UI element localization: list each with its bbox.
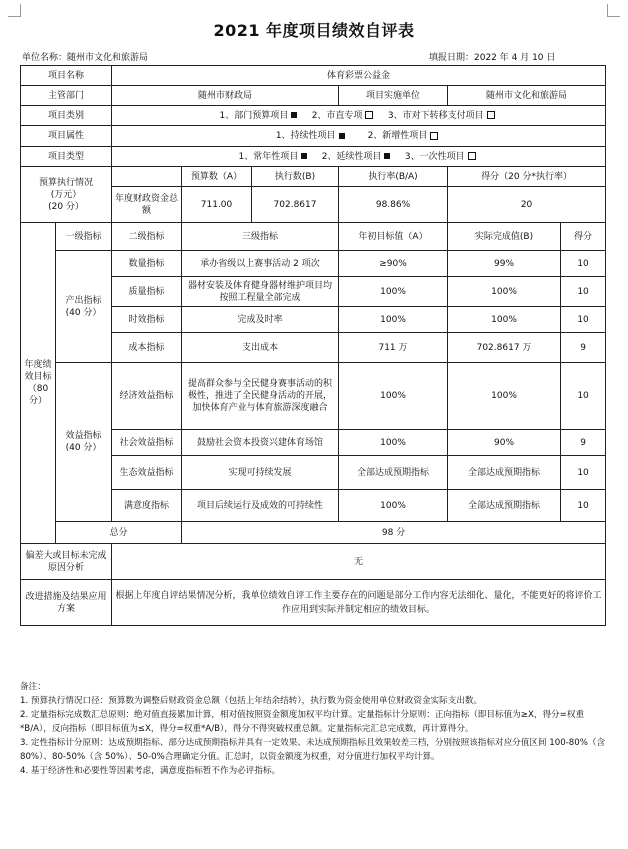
indicator-l2: 时效指标 [112,307,182,333]
output-label: 产出指标 [65,295,102,306]
indicator-target: 全部达成预期指标 [339,456,448,490]
indicator-actual: 90% [448,430,561,456]
indicator-score: 10 [561,277,606,307]
indicator-l3: 实现可持续发展 [182,456,339,490]
unchecked-box-icon [468,152,476,160]
category-option-3: 3、市对下转移支付项目 [387,110,484,121]
indicator-target: 100% [339,430,448,456]
indicator-target: ≥90% [339,251,448,277]
unchecked-box-icon [430,132,438,140]
type-option-3: 3、一次性项目 [404,151,465,162]
h-level2: 二级指标 [112,223,182,251]
col-budget-header: 预算数（A） [182,167,252,187]
indicator-score: 10 [561,490,606,522]
type-option-2: 2、延续性项目 [321,151,382,162]
indicator-l3: 支出成本 [182,333,339,363]
budget-score-value: 20 [448,187,606,223]
indicator-l2: 满意度指标 [112,490,182,522]
indicator-actual: 全部达成预期指标 [448,456,561,490]
total-label: 总分 [56,522,182,544]
indicator-target: 711 万 [339,333,448,363]
indicator-actual: 100% [448,363,561,430]
perf-side-label: 年度绩效目标（80 分） [21,223,56,544]
attr-option-1: 1、持续性项目 [275,131,336,141]
notes-heading: 备注： [20,682,46,692]
checked-box-icon [384,153,390,159]
attr-options [112,126,606,147]
type-option-1: 1、常年性项目 [238,151,299,162]
category-options [112,106,606,126]
h-level1: 一级指标 [56,223,112,251]
indicator-target: 100% [339,307,448,333]
note-4: 4. 基于经济性和必要性等因素考虑，满意度指标暂不作为必评指标。 [20,766,281,776]
indicator-score: 10 [561,251,606,277]
page-corner-mark-left [8,4,21,17]
indicator-l3: 鼓励社会资本投资兴建体育场馆 [182,430,339,456]
col-exec-header: 执行数(B) [252,167,339,187]
notes-section [20,680,608,778]
category-label: 项目类别 [21,106,112,126]
indicator-l2: 社会效益指标 [112,430,182,456]
indicator-l2: 经济效益指标 [112,363,182,430]
output-indicator-label [56,251,112,363]
budget-label-line-2: (万元） [50,189,82,200]
unit-name: 单位名称：随州市文化和旅游局 [22,53,149,63]
budget-value: 711.00 [182,187,252,223]
indicator-actual: 100% [448,277,561,307]
indicator-score: 9 [561,430,606,456]
effect-score: (40 分） [65,443,102,453]
unchecked-box-icon [487,111,495,119]
budget-label-line-3: (20 分） [48,201,84,212]
effect-label: 效益指标 [65,431,102,441]
attr-label: 项目属性 [21,126,112,147]
indicator-score: 10 [561,363,606,430]
indicator-actual: 99% [448,251,561,277]
improve-label: 改进措施及结果应用方案 [21,580,112,626]
category-option-1: 1、部门预算项目 [219,110,289,121]
indicator-target: 100% [339,277,448,307]
budget-label [21,167,112,223]
indicator-l3: 器材安装及体育健身器材维护项目均按照工程量全部完成 [182,277,339,307]
effect-indicator-label [56,363,112,522]
indicator-actual: 702.8617 万 [448,333,561,363]
fiscal-total-label: 年度财政资金总额 [112,187,182,223]
indicator-target: 100% [339,363,448,430]
project-name: 体育彩票公益金 [112,66,606,86]
indicator-score: 9 [561,333,606,363]
checked-box-icon [301,153,307,159]
indicator-actual: 100% [448,307,561,333]
h-target: 年初目标值（A） [339,223,448,251]
output-score: (40 分） [65,307,102,318]
type-label: 项目类型 [21,147,112,167]
indicator-actual: 全部达成预期指标 [448,490,561,522]
h-actual: 实际完成值(B) [448,223,561,251]
category-option-2: 2、市直专项 [311,110,363,121]
note-1: 1. 预算执行情况口径：预算数为调整后财政资金总额（包括上年结余结转），执行数为资金使用单位财政资金实际支出数。 [20,696,483,706]
indicator-target: 100% [339,490,448,522]
rate-value: 98.86% [339,187,448,223]
total-value: 98 分 [182,522,606,544]
page-title: 2021 年度项目绩效自评表 [213,21,415,40]
dept-value: 随州市财政局 [112,86,339,106]
page-corner-mark-right [607,4,620,17]
deviation-value: 无 [112,544,606,580]
indicator-l2: 成本指标 [112,333,182,363]
budget-label-line-1: 预算执行情况 [39,177,94,188]
improve-value: 根据上年度自评结果情况分析，我单位绩效自评工作主要存在的问题是部分工作内容无法细化、量化，不能更好的将评价工作应用到实际并制定相应的绩效目标。 [112,580,606,626]
h-score: 得分 [561,223,606,251]
col-score-header: 得分（20 分*执行率） [448,167,606,187]
col-rate-header: 执行率(B/A) [339,167,448,187]
attr-option-2: 2、新增性项目 [367,131,428,141]
exec-value: 702.8617 [252,187,339,223]
indicator-l2: 生态效益指标 [112,456,182,490]
fill-date: 填报日期：2022 年 4 月 10 日 [429,53,556,63]
checked-box-icon [339,133,345,139]
indicator-l3: 项目后续运行及成效的可持续性 [182,490,339,522]
indicator-l3: 完成及时率 [182,307,339,333]
indicator-l3: 提高群众参与全民健身赛事活动的积极性，推进了全民健身活动的开展，加快体育产业与体育旅游深度融合 [182,363,339,430]
deviation-label: 偏差大或目标未完成原因分析 [21,544,112,580]
indicator-l3: 承办省级以上赛事活动 2 项次 [182,251,339,277]
checked-box-icon [291,112,297,118]
budget-blank-header [112,167,182,187]
unchecked-box-icon [365,111,373,119]
impl-value: 随州市文化和旅游局 [448,86,606,106]
h-level3: 三级指标 [182,223,339,251]
indicator-score: 10 [561,456,606,490]
note-3: 3. 定性指标计分原则：达成预期指标、部分达成预期指标并具有一定效果、未达成预期指标且效果较差三档，分别按照该指标对应分值区间 100-80%（含 80%）、80-50%（含 50%）、50-0%合理确定分值。汇总时，以资金额度为权重，对分值进行加权平均计算。 [20,738,606,762]
evaluation-table [20,65,606,626]
dept-label: 主管部门 [21,86,112,106]
indicator-l2: 数量指标 [112,251,182,277]
indicator-l2: 质量指标 [112,277,182,307]
note-2: 2. 定量指标完成数汇总原则：绝对值直接累加计算，相对值按照资金额度加权平均计算。定量指标计分原则：正向指标（即目标值为≥X，得分=权重*B/A），反向指标（即目标值为≤X，得分=权重*A/B），得分不得突破权重总额。定量指标完汇总完成数，再计算得分。 [20,710,585,734]
indicator-score: 10 [561,307,606,333]
impl-label: 项目实施单位 [339,86,448,106]
project-name-label: 项目名称 [21,66,112,86]
type-options [112,147,606,167]
